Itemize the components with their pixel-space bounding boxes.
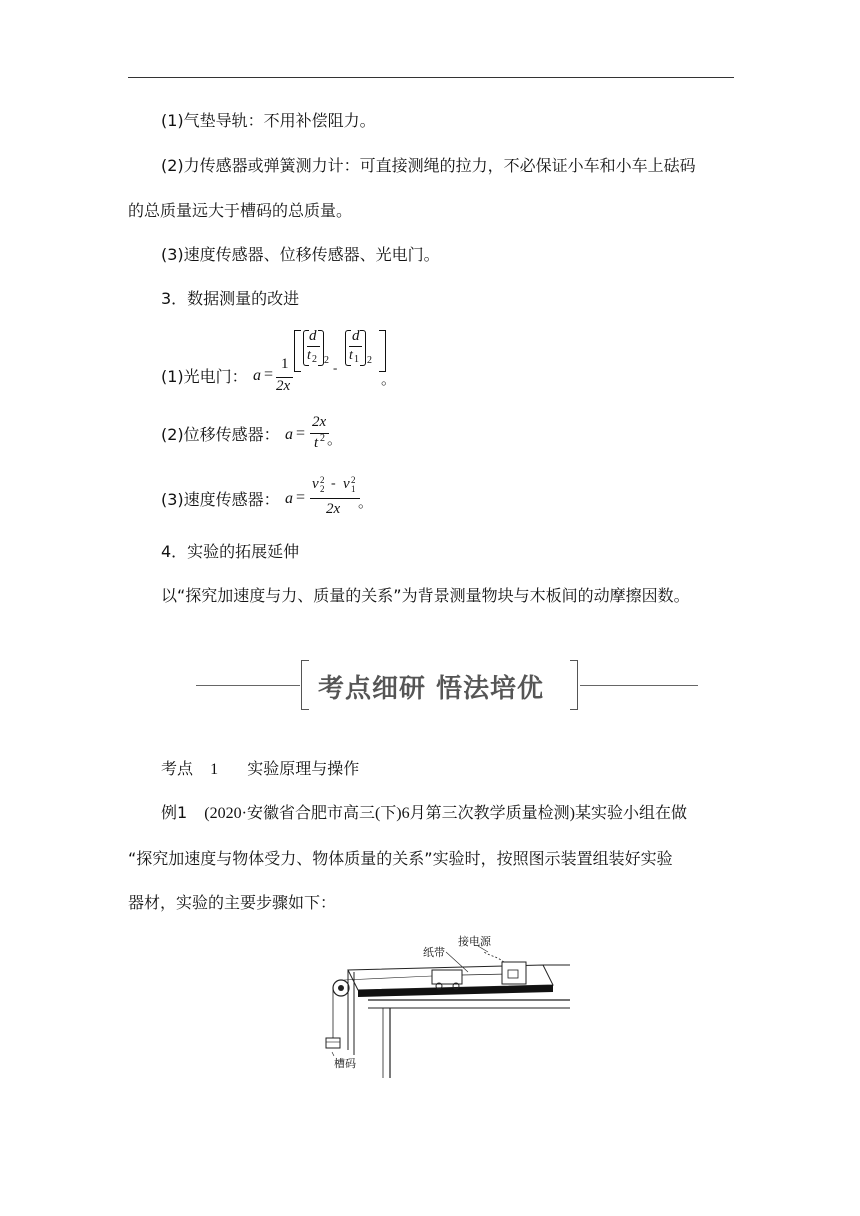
text-line: (3)速度传感器、位移传感器、光电门。 [161,245,440,264]
equals-sign: = [296,489,306,506]
board-strip [358,985,553,997]
leader-line [446,952,468,972]
paper-tape [462,974,508,975]
left-bracket [294,330,301,372]
power-cord [484,952,504,962]
var-a: a [285,490,293,507]
banner-left-line [196,685,300,686]
var-v: v [343,476,350,492]
text-line: 的总质量远大于槽码的总质量。 [128,201,353,220]
denominator-2x: 2x [276,378,291,394]
period: 。 [358,493,374,511]
example-label: 例1 [161,803,188,822]
var-a: a [285,426,293,443]
section-heading: 3．数据测量的改进 [161,289,300,308]
period: 。 [327,430,343,448]
exponent: 2 [367,355,372,366]
topic-word: 考点 [161,759,194,778]
text-line: “探究加速度与物体受力、物体质量的关系”实验时，按照图示装置组装好实验 [128,849,673,868]
figure-label-paper-tape: 纸带 [423,946,445,959]
var-t: t [349,348,353,363]
minus-sign: - [333,360,338,375]
apparatus-figure [318,930,578,1080]
equals-sign: = [264,366,274,383]
var-v: v [312,476,319,492]
right-paren [360,330,366,366]
banner-title: 考点细研 悟法培优 [318,674,545,704]
figure-label-power: 接电源 [458,935,491,948]
formula-label: (2)位移传感器： [161,425,280,444]
formula-label: (3)速度传感器： [161,490,280,509]
banner-right-line [580,685,698,686]
fraction-bar [310,498,360,499]
text-line: (2)力传感器或弹簧测力计：可直接测绳的拉力，不必保证小车和小车上砝码 [161,156,696,175]
figure-label-weight: 槽码 [334,1057,356,1070]
numerator-2x: 2x [312,414,327,430]
hanging-weight [326,1038,340,1048]
period: 。 [381,370,397,388]
example-line [161,802,687,825]
topic-number: 1 [210,761,219,778]
right-bracket [379,330,386,372]
cart [432,970,462,984]
string [344,976,432,980]
subscript: 1 [354,354,359,365]
exponent: 2 [324,355,329,366]
numerator-one: 1 [281,356,289,372]
formula-label: (1)光电门： [161,367,248,386]
exponent: 2 [320,475,325,485]
exponent: 2 [351,475,356,485]
subscript: 2 [312,354,317,365]
text-line: 器材，实验的主要步骤如下： [128,893,337,912]
topic-label [161,758,359,781]
var-t: t [314,435,319,451]
example-text: 某实验小组在做 [574,803,687,822]
minus-sign: - [331,476,336,491]
banner-right-bracket [570,660,578,710]
var-d: d [352,328,360,344]
timer [502,962,526,984]
var-a: a [253,367,261,384]
section-heading: 4．实验的拓展延伸 [161,542,300,561]
text-line: 以“探究加速度与力、质量的关系”为背景测量物块与木板间的动摩擦因数。 [161,586,690,605]
banner-left-bracket [301,660,309,710]
subscript: 1 [351,484,356,494]
example-source: (2020·安徽省合肥市高三(下)6月第三次教学质量检测) [204,805,575,822]
topic-title: 实验原理与操作 [247,759,360,778]
pulley-axle [338,985,344,991]
subscript: 2 [320,484,325,494]
var-t: t [307,348,311,363]
equals-sign: = [296,425,306,442]
var-d: d [309,328,317,344]
denominator-2x: 2x [326,501,341,517]
text-line: (1)气垫导轨：不用补偿阻力。 [161,111,376,130]
exponent: 2 [320,433,325,444]
